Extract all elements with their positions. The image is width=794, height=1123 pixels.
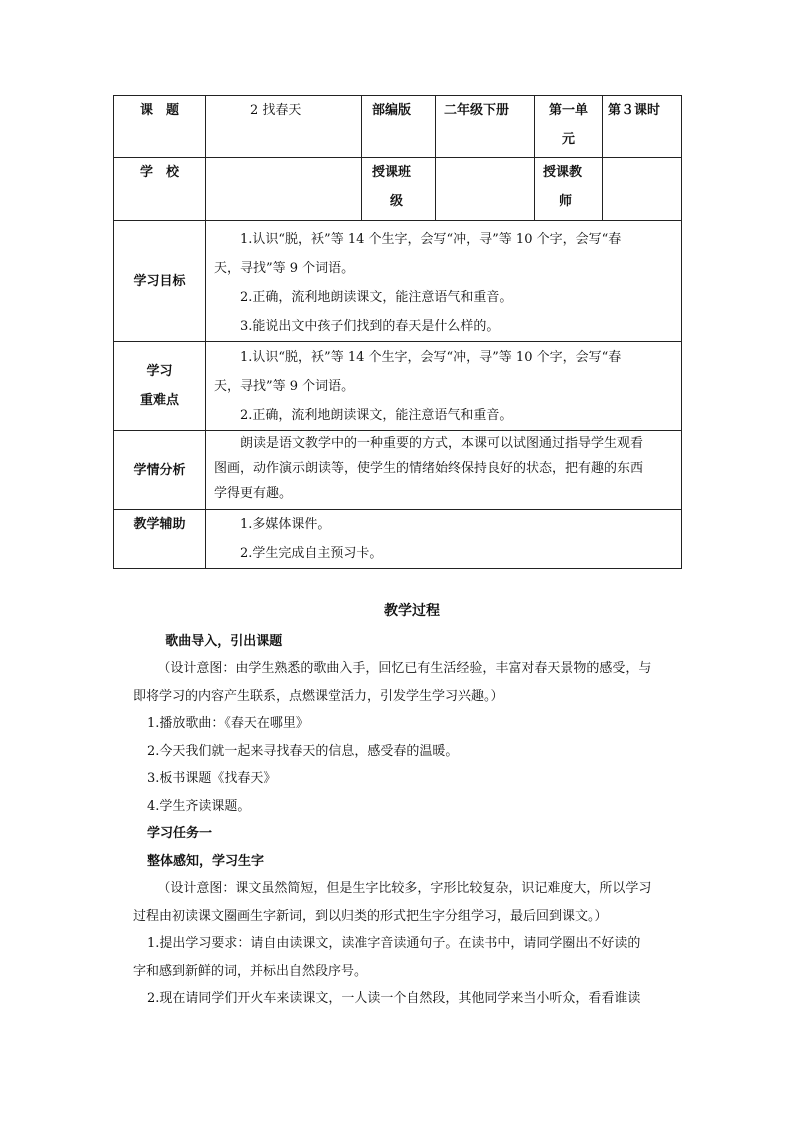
teaching-process-section: [133, 598, 677, 1013]
analysis-line-1: 朗读是语文教学中的一种重要的方式，本课可以试图通过指导学生观看: [240, 436, 644, 451]
class-label-line2: 级: [390, 194, 404, 209]
school-value: [206, 158, 362, 221]
aid-item-1: 1.多媒体课件。: [240, 517, 331, 532]
intro-step-1: 1.播放歌曲：《春天在哪里》: [147, 716, 309, 731]
intro-step-3: 3.板书课题《找春天》: [147, 771, 277, 786]
goal-item-1a: 1.认识“脱，袄”等 14 个生字，会写“冲，寻”等 10 个字，会写“春: [240, 232, 622, 247]
process-title: 教学过程: [384, 603, 440, 619]
unit: [535, 96, 603, 158]
task-label: 学习任务一: [147, 826, 213, 841]
keypoints-content: [206, 342, 682, 431]
table-row-lesson: [114, 96, 682, 158]
unit-line1: 第一单: [548, 103, 588, 118]
task-step-2a: 2.现在请同学们开火车来读课文，一人读一个自然段，其他同学来当小听众，看看谁读: [147, 991, 641, 1006]
edition: 部编版: [362, 96, 436, 158]
class-label: [362, 158, 436, 221]
goal-item-2: 2.正确，流利地朗读课文，能注意语气和重音。: [240, 290, 513, 305]
analysis-content: [206, 431, 682, 510]
period: 第３课时: [603, 96, 682, 158]
heading-task: 整体感知，学习生字: [147, 853, 265, 869]
school-label: 学 校: [114, 158, 206, 221]
table-row-analysis: [114, 431, 682, 510]
lesson-label: 课 题: [114, 96, 206, 158]
intro-note-1: （设计意图：由学生熟悉的歌曲入手，回忆已有生活经验，丰富对春天景物的感受，与: [157, 661, 652, 676]
task-step-1b: 字和感到新鲜的词，并标出自然段序号。: [133, 963, 368, 979]
intro-step-2: 2.今天我们就一起来寻找春天的信息，感受春的温暖。: [147, 743, 459, 759]
grade: 二年级下册: [436, 96, 535, 158]
table-row-school: [114, 158, 682, 221]
analysis-line-3: 学得更有趣。: [214, 486, 293, 501]
teacher-label: [535, 158, 603, 221]
task-step-1a: 1.提出学习要求：请自由读课文，读准字音读通句子。在读书中，请同学圈出不好读的: [147, 936, 641, 951]
teacher-label-line1: 授课教: [543, 165, 583, 180]
task-note-1: （设计意图：课文虽然简短，但是生字比较多，字形比较复杂，识记难度大，所以学习: [157, 881, 652, 896]
aids-label: 教学辅助: [114, 510, 206, 569]
keypoints-label-1: 学习: [146, 364, 173, 379]
table-row-keypoints: [114, 342, 682, 431]
heading-intro: 歌曲导入，引出课题: [165, 633, 283, 649]
goal-item-3: 3.能说出文中孩子们找到的春天是什么样的。: [240, 319, 500, 334]
analysis-line-2: 图画，动作演示朗读等，使学生的情绪始终保持良好的状态，把有趣的东西: [214, 461, 644, 476]
keypoints-label-2: 重难点: [139, 393, 179, 408]
table-row-goals: [114, 221, 682, 342]
aid-item-2: 2.学生完成自主预习卡。: [240, 546, 383, 561]
class-value: [436, 158, 535, 221]
lesson-title: 2 找春天: [206, 96, 362, 158]
goals-label: 学习目标: [114, 221, 206, 342]
goals-content: [206, 221, 682, 342]
teacher-label-line2: 师: [559, 194, 573, 209]
table-row-aids: [114, 510, 682, 569]
keypoints-label: [114, 342, 206, 431]
analysis-label: 学情分析: [114, 431, 206, 510]
unit-line2: 元: [561, 132, 575, 147]
intro-step-4: 4.学生齐读课题。: [147, 798, 251, 814]
keypoint-item-1b: 天，寻找”等 9 个词语。: [214, 379, 355, 394]
keypoint-item-1a: 1.认识“脱，袄”等 14 个生字，会写“冲，寻”等 10 个字，会写“春: [240, 350, 622, 365]
keypoint-item-2: 2.正确，流利地朗读课文，能注意语气和重音。: [240, 408, 513, 423]
task-note-2: 过程由初读课文圈画生字新词，到以归类的形式把生字分组学习，最后回到课文。）: [133, 908, 608, 924]
aids-content: [206, 510, 682, 569]
lesson-info-table: [113, 95, 682, 569]
teacher-value: [603, 158, 682, 221]
intro-note-2: 即将学习的内容产生联系，点燃课堂活力，引发学生学习兴趣。）: [133, 688, 504, 704]
goal-item-1b: 天，寻找”等 9 个词语。: [214, 261, 355, 276]
class-label-line1: 授课班: [372, 165, 412, 180]
